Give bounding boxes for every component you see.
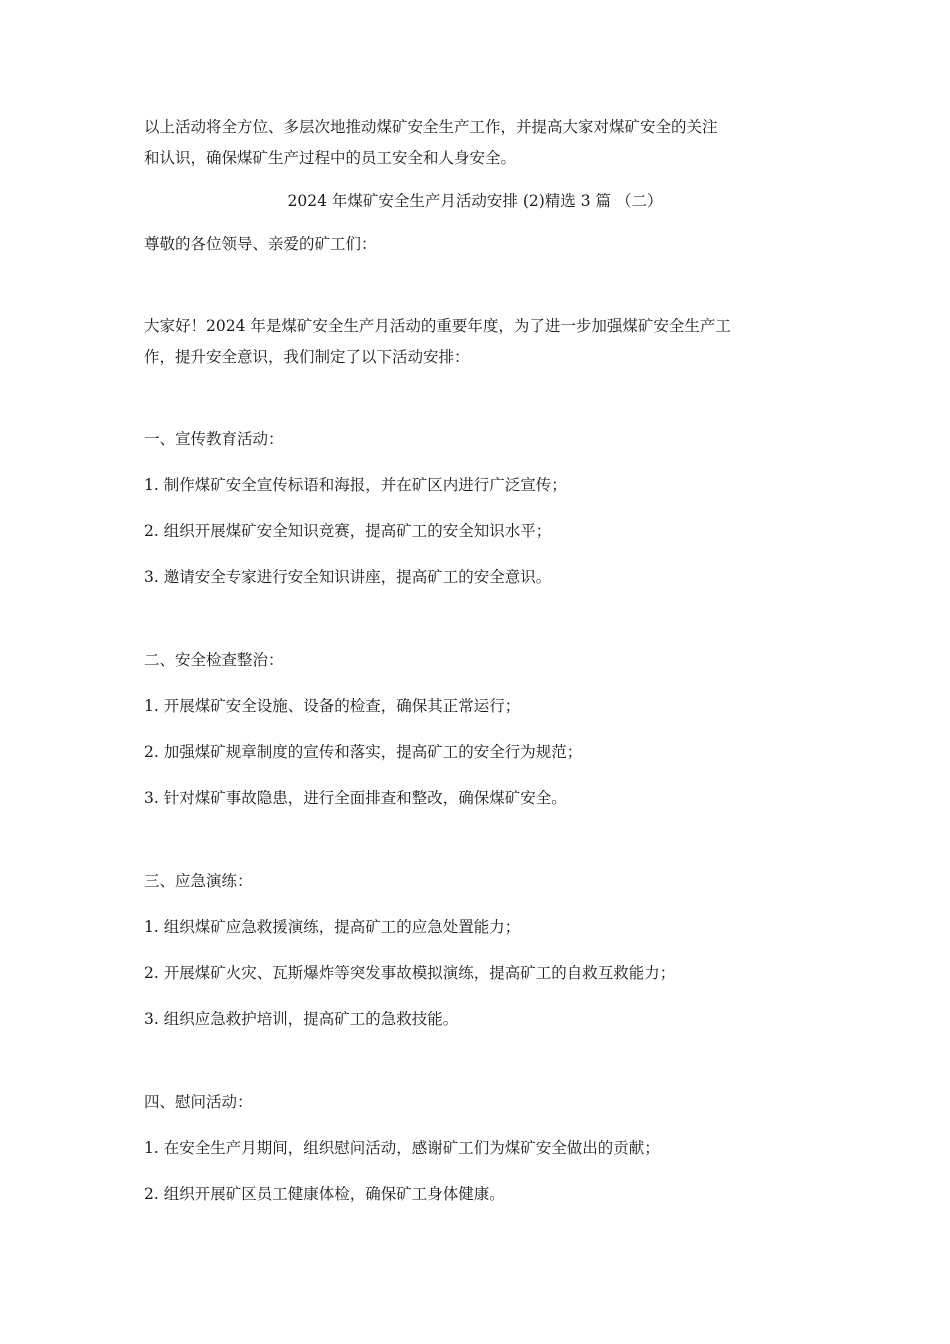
list-item: 3. 针对煤矿事故隐患，进行全面排查和整改，确保煤矿安全。 <box>144 789 567 807</box>
list-item: 3. 邀请安全专家进行安全知识讲座，提高矿工的安全意识。 <box>144 568 552 586</box>
list-item: 2. 加强煤矿规章制度的宣传和落实，提高矿工的安全行为规范； <box>144 743 583 761</box>
list-item: 1. 开展煤矿安全设施、设备的检查，确保其正常运行； <box>144 697 521 715</box>
greeting: 尊敬的各位领导、亲爱的矿工们： <box>144 235 377 253</box>
list-item: 2. 组织开展矿区员工健康体检，确保矿工身体健康。 <box>144 1185 505 1203</box>
opening-line-2: 作，提升安全意识，我们制定了以下活动安排： <box>144 348 470 366</box>
section-heading: 二、安全检查整治： <box>144 651 284 669</box>
section-heading: 三、应急演练： <box>144 872 253 890</box>
list-item: 1. 在安全生产月期间，组织慰问活动，感谢矿工们为煤矿安全做出的贡献； <box>144 1139 660 1157</box>
list-item: 2. 组织开展煤矿安全知识竞赛，提高矿工的安全知识水平； <box>144 522 552 540</box>
intro-line-1: 以上活动将全方位、多层次地推动煤矿安全生产工作，并提高大家对煤矿安全的关注 <box>144 118 718 136</box>
list-item: 3. 组织应急救护培训，提高矿工的急救技能。 <box>144 1010 459 1028</box>
opening-line-1: 大家好！2024 年是煤矿安全生产月活动的重要年度，为了进一步加强煤矿安全生产工 <box>144 317 731 335</box>
intro-line-2: 和认识，确保煤矿生产过程中的员工安全和人身安全。 <box>144 149 517 167</box>
list-item: 1. 组织煤矿应急救援演练，提高矿工的应急处置能力； <box>144 918 521 936</box>
section-heading: 四、慰问活动： <box>144 1093 253 1111</box>
section-heading: 一、宣传教育活动： <box>144 430 284 448</box>
list-item: 2. 开展煤矿火灾、瓦斯爆炸等突发事故模拟演练，提高矿工的自救互救能力； <box>144 964 676 982</box>
document-title: 2024 年煤矿安全生产月活动安排 (2)精选 3 篇 （二） <box>287 192 663 210</box>
list-item: 1. 制作煤矿安全宣传标语和海报，并在矿区内进行广泛宣传； <box>144 476 567 494</box>
